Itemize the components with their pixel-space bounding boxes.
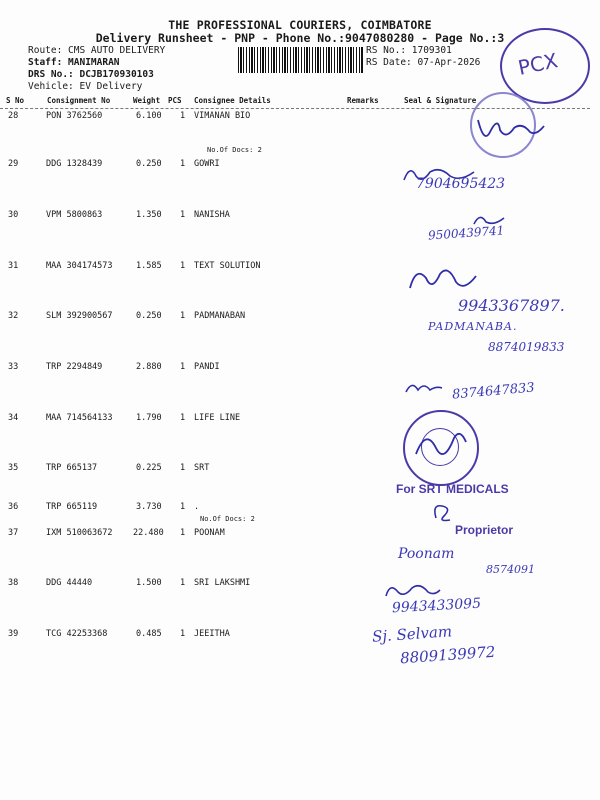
signature-row-35 xyxy=(430,498,456,524)
row-sno: 37 xyxy=(8,528,19,538)
row-sno: 33 xyxy=(8,362,19,372)
phone-row-31: 9943367897. xyxy=(458,296,565,315)
row-pcs: 1 xyxy=(180,159,186,169)
row-pcs: 1 xyxy=(180,362,186,372)
row-sno: 34 xyxy=(8,413,19,423)
rs-date: RS Date: 07-Apr-2026 xyxy=(366,57,481,68)
row-sno: 32 xyxy=(8,311,19,321)
row-pcs: 1 xyxy=(180,528,186,538)
name-row-32: PADMANABA. xyxy=(428,320,518,333)
vehicle-label: Vehicle: EV Delivery xyxy=(28,81,143,92)
signature-row-33 xyxy=(404,378,444,398)
row-consignee: PADMANABAN xyxy=(194,311,246,321)
row-pcs: 1 xyxy=(180,261,186,271)
phone-row-29: 7904695423 xyxy=(416,176,506,192)
col-consignment: Consignment No xyxy=(47,96,111,105)
row-pcs: 1 xyxy=(180,111,186,121)
row-consignee: VIMANAN BIO xyxy=(194,111,251,121)
row-consignment: VPM 5800863 xyxy=(46,210,103,220)
row-sno: 38 xyxy=(8,578,19,588)
company-title: THE PROFESSIONAL COURIERS, COIMBATORE xyxy=(168,18,432,32)
barcode xyxy=(238,47,363,73)
row-weight: 1.790 xyxy=(136,413,162,423)
row-pcs: 1 xyxy=(180,502,186,512)
row-consignment: TRP 665119 xyxy=(46,502,98,512)
row-weight: 0.225 xyxy=(136,463,162,473)
phone-row-30: 9500439741 xyxy=(427,223,505,243)
col-sno: S No xyxy=(6,96,25,105)
row-consignee: SRT xyxy=(194,463,210,473)
phone-row-39: 8809139972 xyxy=(399,642,496,668)
row-pcs: 1 xyxy=(180,311,186,321)
row-consignment: TRP 665137 xyxy=(46,463,98,473)
row-consignment: DDG 1328439 xyxy=(46,159,103,169)
docs-note: No.Of Docs: 2 xyxy=(207,146,262,154)
phone-row-37: 8574091 xyxy=(486,563,535,576)
row-consignment: TRP 2294849 xyxy=(46,362,103,372)
row-weight: 22.480 xyxy=(133,528,164,538)
pcx-stamp xyxy=(500,28,590,104)
signature-row-28 xyxy=(470,110,550,150)
row-consignment: DDG 44440 xyxy=(46,578,93,588)
row-weight: 1.585 xyxy=(136,261,162,271)
row-weight: 2.880 xyxy=(136,362,162,372)
phone-row-38: 9943433095 xyxy=(391,595,482,617)
col-pcs: PCS xyxy=(168,96,182,105)
phone-row-32: 8874019833 xyxy=(488,340,565,354)
row-consignment: PON 3762560 xyxy=(46,111,103,121)
row-consignment: TCG 42253368 xyxy=(46,629,108,639)
row-pcs: 1 xyxy=(180,578,186,588)
row-consignee: PANDI xyxy=(194,362,220,372)
row-consignee: . xyxy=(194,502,200,512)
row-sno: 39 xyxy=(8,629,19,639)
row-weight: 0.485 xyxy=(136,629,162,639)
row-sno: 28 xyxy=(8,111,19,121)
docs-note: No.Of Docs: 2 xyxy=(200,515,255,523)
row-consignment: IXM 510063672 xyxy=(46,528,113,538)
row-consignment: MAA 714564133 xyxy=(46,413,113,423)
col-weight: Weight xyxy=(133,96,161,105)
drs-label: DRS No.: DCJB170930103 xyxy=(28,69,154,80)
row-weight: 6.100 xyxy=(136,111,162,121)
runsheet-subtitle: Delivery Runsheet - PNP - Phone No.:9047080280 - Page No.:3 xyxy=(95,31,505,45)
staff-label: Staff: MANIMARAN xyxy=(28,57,120,68)
row-pcs: 1 xyxy=(180,463,186,473)
pcx-stamp-text: PCX xyxy=(515,48,560,80)
row-sno: 29 xyxy=(8,159,19,169)
phone-row-33: 8374647833 xyxy=(451,380,536,403)
row-consignment: SLM 392900567 xyxy=(46,311,113,321)
proprietor-seal: Proprietor xyxy=(455,523,514,537)
row-consignment: MAA 304174573 xyxy=(46,261,113,271)
signature-row-31 xyxy=(402,262,482,298)
row-consignee: TEXT SOLUTION xyxy=(194,261,261,271)
row-weight: 3.730 xyxy=(136,502,162,512)
row-consignee: LIFE LINE xyxy=(194,413,241,423)
row-sno: 31 xyxy=(8,261,19,271)
col-consignee: Consignee Details xyxy=(194,96,271,105)
name-row-37: Poonam xyxy=(398,546,455,562)
row-pcs: 1 xyxy=(180,629,186,639)
name-row-39: Sj. Selvam xyxy=(371,622,453,646)
row-pcs: 1 xyxy=(180,413,186,423)
row-sno: 30 xyxy=(8,210,19,220)
row-weight: 1.350 xyxy=(136,210,162,220)
rs-number: RS No.: 1709301 xyxy=(366,45,452,56)
row-consignee: NANISHA xyxy=(194,210,230,220)
row-pcs: 1 xyxy=(180,210,186,220)
row-weight: 0.250 xyxy=(136,159,162,169)
row-sno: 35 xyxy=(8,463,19,473)
row-consignee: POONAM xyxy=(194,528,225,538)
col-seal: Seal & Signature xyxy=(404,96,477,105)
row-sno: 36 xyxy=(8,502,19,512)
row-consignee: JEEITHA xyxy=(194,629,230,639)
route-label: Route: CMS AUTO DELIVERY xyxy=(28,45,166,56)
row-weight: 1.500 xyxy=(136,578,162,588)
signature-row-34 xyxy=(410,424,470,468)
srt-medicals-seal: For SRT MEDICALS xyxy=(396,482,509,496)
row-weight: 0.250 xyxy=(136,311,162,321)
row-consignee: GOWRI xyxy=(194,159,220,169)
col-remarks: Remarks xyxy=(347,96,379,105)
row-consignee: SRI LAKSHMI xyxy=(194,578,251,588)
